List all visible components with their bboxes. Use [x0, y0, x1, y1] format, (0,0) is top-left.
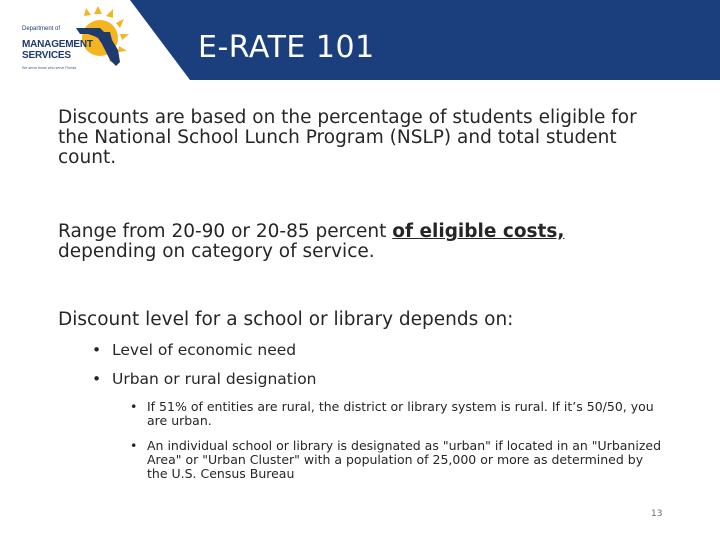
paragraph-range — [58, 222, 668, 262]
logo-tagline: We serve those who serve Florida — [22, 66, 77, 70]
dms-logo — [14, 6, 144, 76]
logo-main-text — [22, 39, 93, 61]
bullet-icon: • — [130, 438, 138, 453]
logo-line2: SERVICES — [22, 50, 71, 61]
bullet-icon: • — [92, 341, 102, 359]
paragraph-discount-level: Discount level for a school or library depends on: — [58, 309, 514, 330]
logo-dept-text: Department of — [22, 26, 61, 32]
paragraph-nslp: Discounts are based on the percentage of students eligible for the National School Lunch Program (NSLP) and total student count. — [58, 107, 637, 168]
list-item-text: Level of economic need — [112, 341, 297, 359]
sub-list-item-text: If 51% of entities are rural, the district or library system is rural. If it’s 50/50, you are urban. — [147, 399, 654, 428]
page-number: 13 — [651, 509, 663, 519]
logo-line1: MANAGEMENT — [22, 39, 93, 50]
range-text-emphasis: of eligible costs, — [392, 221, 565, 242]
range-text-c: depending on category of service. — [58, 241, 375, 262]
bullet-icon: • — [130, 399, 138, 414]
slide-header — [0, 0, 720, 80]
list-item-text: Urban or rural designation — [112, 370, 317, 388]
slide-title: E-RATE 101 — [198, 30, 375, 65]
bullet-icon: • — [92, 370, 102, 388]
range-text-a: Range from 20-90 or 20-85 percent — [58, 221, 393, 242]
sub-list-item-text: An individual school or library is designated as "urban" if located in an "Urbanized Area" or "Urban Cluster" with a population of 25,000 or more as determined by the U.S. Census Bureau — [147, 438, 662, 481]
